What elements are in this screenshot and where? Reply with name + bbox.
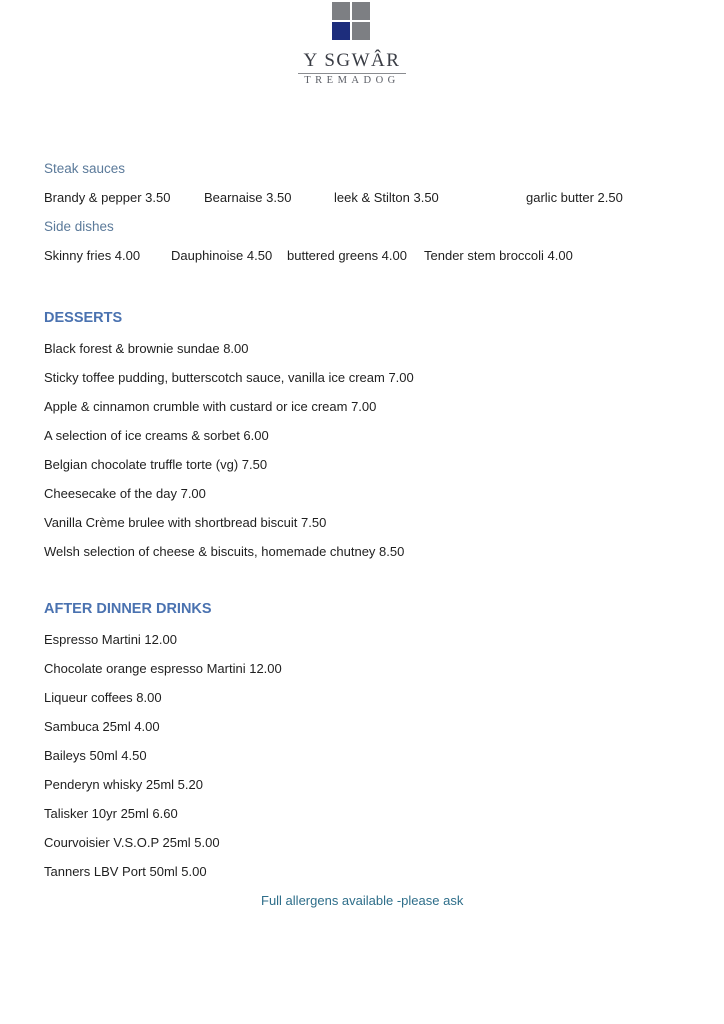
dessert-item: Apple & cinnamon crumble with custard or ice cream 7.00 [44,399,377,414]
drink-item: Baileys 50ml 4.50 [44,748,147,763]
after-dinner-drinks-heading: AFTER DINNER DRINKS [44,601,212,617]
dessert-item: Cheesecake of the day 7.00 [44,486,206,501]
side-dish-item: Dauphinoise 4.50 [171,248,273,263]
side-dishes-heading: Side dishes [44,219,114,234]
logo-squares-icon [332,2,370,40]
side-dish-item: Tender stem broccoli 4.00 [424,248,573,263]
side-dish-item: Skinny fries 4.00 [44,248,141,263]
steak-sauce-item: Brandy & pepper 3.50 [44,190,171,205]
allergens-note: Full allergens available -please ask [261,893,464,908]
drink-item: Courvoisier V.S.O.P 25ml 5.00 [44,835,220,850]
drink-item: Sambuca 25ml 4.00 [44,719,160,734]
steak-sauce-item: garlic butter 2.50 [526,190,623,205]
dessert-item: Sticky toffee pudding, butterscotch sauce, vanilla ice cream 7.00 [44,370,414,385]
desserts-heading: DESSERTS [44,310,123,326]
logo-divider [298,73,406,74]
dessert-item: Belgian chocolate truffle torte (vg) 7.50 [44,457,268,472]
logo-place: TREMADOG [304,75,400,86]
drink-item: Chocolate orange espresso Martini 12.00 [44,661,282,676]
dessert-item: Black forest & brownie sundae 8.00 [44,341,249,356]
steak-sauce-item: Bearnaise 3.50 [204,190,292,205]
drink-item: Liqueur coffees 8.00 [44,690,162,705]
dessert-item: Welsh selection of cheese & biscuits, homemade chutney 8.50 [44,544,405,559]
logo-name: Y SGWÂR [303,50,401,71]
dessert-item: A selection of ice creams & sorbet 6.00 [44,428,269,443]
steak-sauce-item: leek & Stilton 3.50 [334,190,439,205]
side-dish-item: buttered greens 4.00 [287,248,407,263]
dessert-item: Vanilla Crème brulee with shortbread biscuit 7.50 [44,515,327,530]
drink-item: Talisker 10yr 25ml 6.60 [44,806,178,821]
drink-item: Espresso Martini 12.00 [44,632,177,647]
drink-item: Penderyn whisky 25ml 5.20 [44,777,203,792]
steak-sauces-heading: Steak sauces [44,161,126,176]
drink-item: Tanners LBV Port 50ml 5.00 [44,864,207,879]
